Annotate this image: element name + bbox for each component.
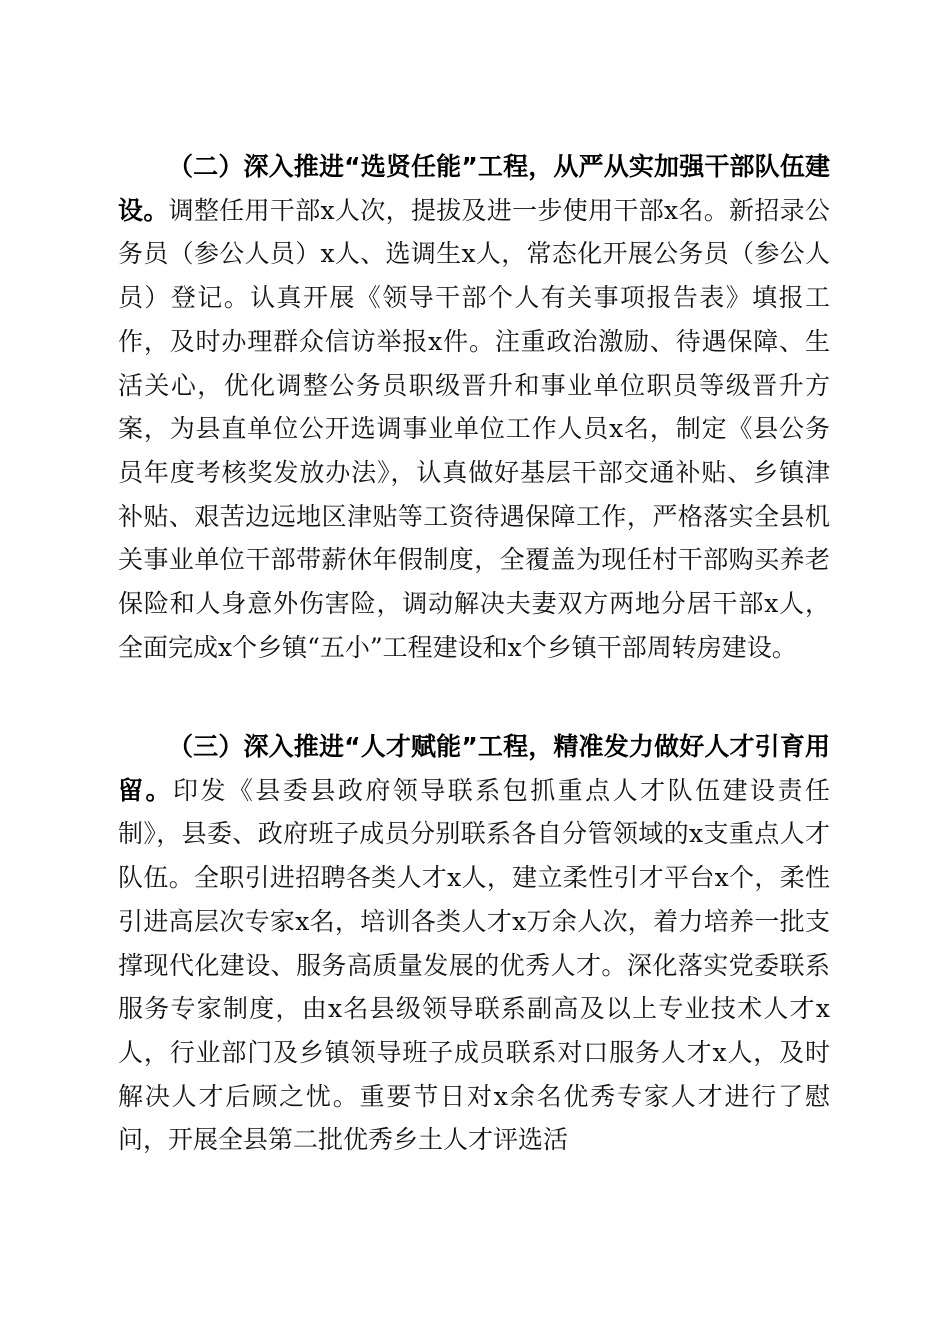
section-three-body: 印发《县委县政府领导联系包抓重点人才队伍建设责任制》，县委、政府班子成员分别联系各自分管领域的x支重点人才队伍。全职引进招聘各类人才x人，建立柔性引才平台x个，柔性引进高层次专家x名，培训各类人才x万余人次，着力培养一批支撑现代化建设、服务高质量发展的优秀人才。深化落实党委联系服务专家制度，由x名县级领导联系副高及以上专业技术人才x人，行业部门及乡镇领导班子成员联系对口服务人才x人，及时解决人才后顾之忧。重要节日对x余名优秀专家人才进行了慰问，开展全县第二批优秀乡土人才评选活 xyxy=(118,775,830,1155)
paragraph-section-three xyxy=(118,725,830,1162)
paragraph-section-two xyxy=(118,145,830,669)
section-two-heading: （二）深入推进“选贤任能”工程，从严从实加强干部队伍建设。 xyxy=(118,152,830,225)
section-two-body: 调整任用干部x人次，提拔及进一步使用干部x名。新招录公务员（参公人员）x人、选调生x人，常态化开展公务员（参公人员）登记。认真开展《领导干部个人有关事项报告表》填报工作，及时办理群众信访举报x件。注重政治激励、待遇保障、生活关心，优化调整公务员职级晋升和事业单位职员等级晋升方案，为县直单位公开选调事业单位工作人员x名，制定《县公务员年度考核奖发放办法》，认真做好基层干部交通补贴、乡镇津补贴、艰苦边远地区津贴等工资待遇保障工作，严格落实全县机关事业单位干部带薪休年假制度，全覆盖为现任村干部购买养老保险和人身意外伤害险，调动解决夫妻双方两地分居干部x人，全面完成x个乡镇“五小”工程建设和x个乡镇干部周转房建设。 xyxy=(118,195,830,662)
section-three-heading: （三）深入推进“人才赋能”工程，精准发力做好人才引育用留。 xyxy=(118,732,830,805)
